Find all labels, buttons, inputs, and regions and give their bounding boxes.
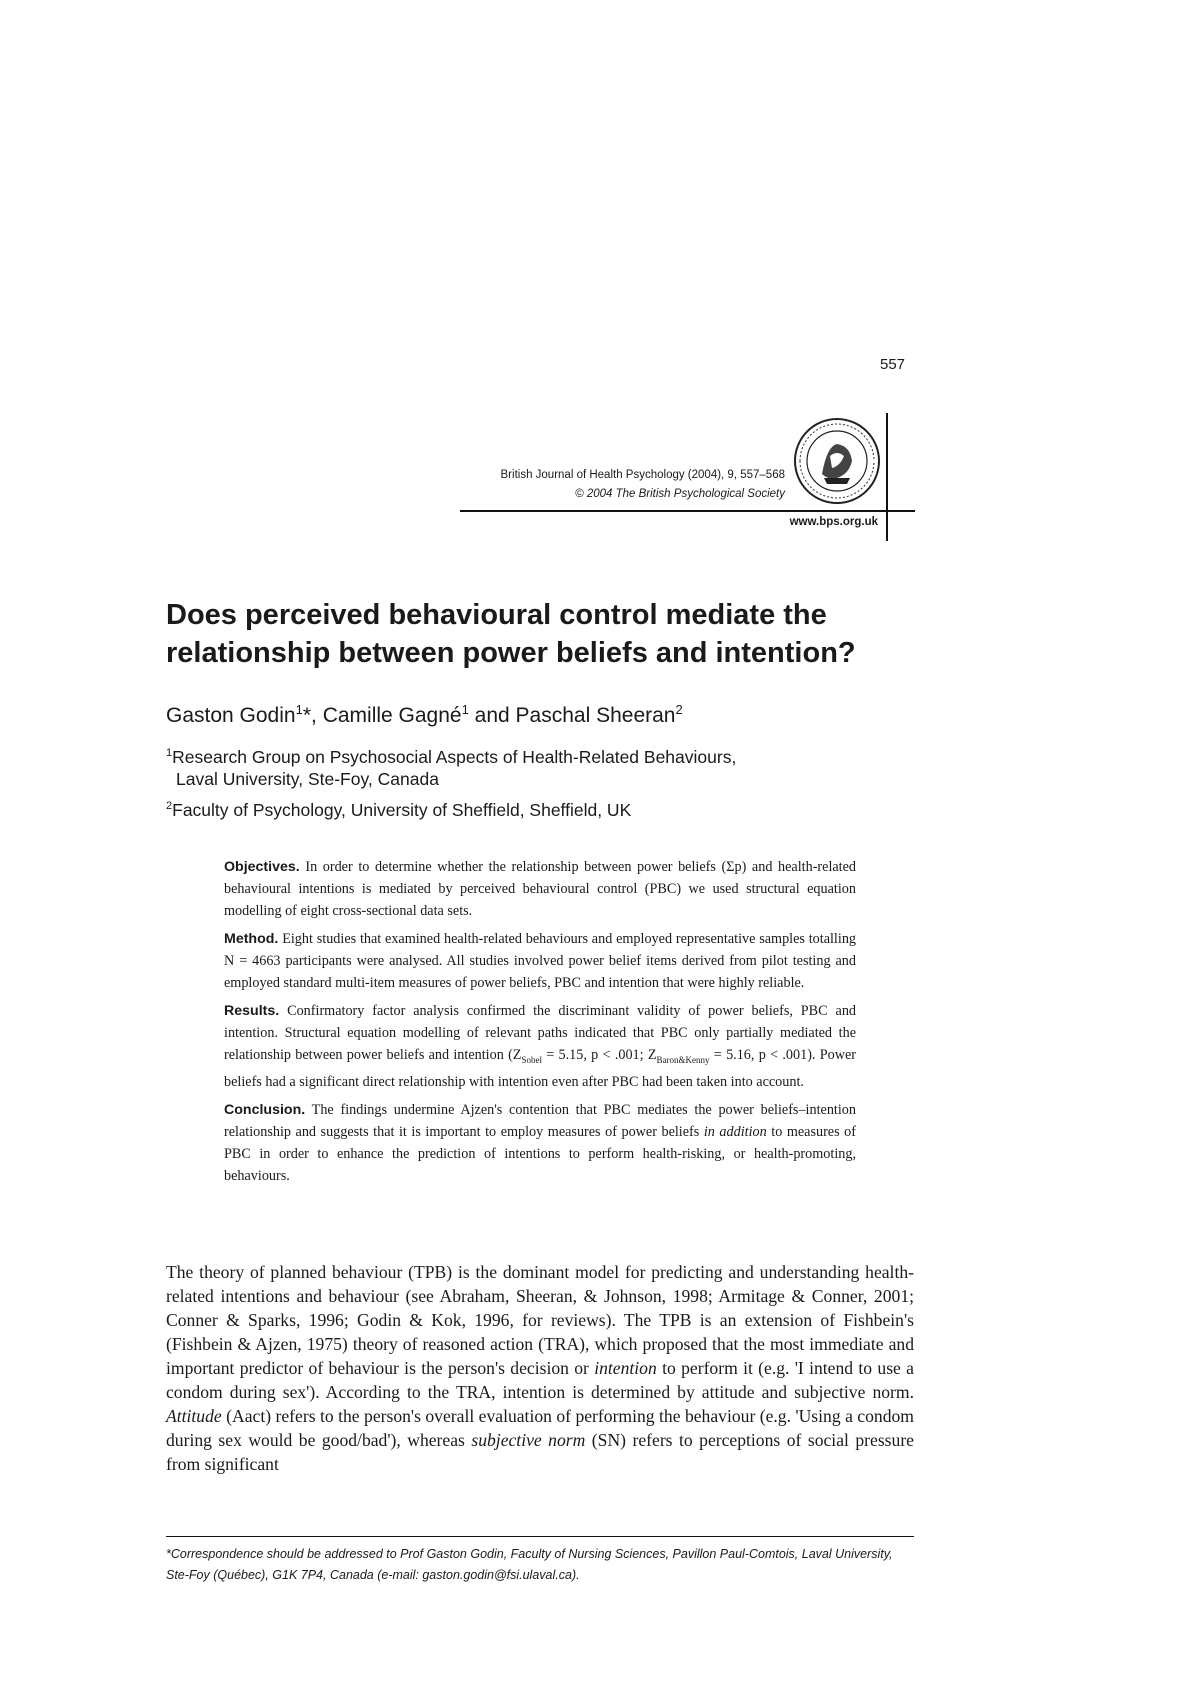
author-affiliation-mark: 2 <box>675 702 683 717</box>
author-affiliation-mark: 1 <box>295 702 303 717</box>
author-list: Gaston Godin$^1$*, Camille Gagné$^1$ and Paschal Sheeran$^2$ <box>166 702 683 727</box>
section-heading: Conclusion. <box>224 1101 306 1118</box>
journal-vertical-rule <box>886 413 888 541</box>
correspondence-footnote: *Correspondence should be addressed to Prof Gaston Godin, Faculty of Nursing Sciences, Pavillon Paul-Comtois, Laval University, Ste-Foy (Québec), G1K 7P4, Canada (e-mail: gaston.godin@fsi.ulaval.ca). <box>166 1547 893 1582</box>
section-heading: Results. <box>224 1003 280 1019</box>
abstract <box>224 856 856 1193</box>
author-affiliation-mark: 1 <box>461 702 469 717</box>
affiliation-2: $^2$Faculty of Psychology, University of Sheffield, Sheffield, UK <box>166 799 632 820</box>
author-name: Paschal Sheeran <box>515 704 676 727</box>
corresponding-author-mark: * <box>302 704 312 727</box>
abstract-method: Method. Eight studies that examined health-related behaviours and employed representative samples totalling N = 4663 participants were analysed. All studies involved power belief items derived from pilot testing and employed standard multi-item measures of power beliefs, PBC and intention that were highly reliable. <box>224 931 857 991</box>
journal-url[interactable]: www.bps.org.uk <box>789 516 878 528</box>
journal-header <box>460 466 785 504</box>
bps-seal-icon <box>792 416 882 506</box>
abstract-objectives: Objectives. In order to determine whether the relationship between power beliefs (Σp) and health-related behavioural intentions is mediated by perceived behavioural control (PBC) we used structural equation modelling of eight cross-sectional data sets. <box>224 859 857 919</box>
author-name: Camille Gagné <box>322 704 462 727</box>
journal-copyright: © 2004 The British Psychological Society <box>575 488 785 500</box>
affiliation-1-line-2: Laval University, Ste-Foy, Canada <box>176 769 439 789</box>
abstract-results: Results. Confirmatory factor analysis confirmed the discriminant validity of power beliefs, PBC and intention. Structural equation modelling of relevant paths indicated that PBC only partially mediated the relationship between power beliefs and intention ($Z_{Sobel} = 5.15$, p < .001; $Z_{Baron\&Kenny} = 5.16$, p < .001). Power beliefs had a significant direct relationship with intention even after PBC had been taken into account. <box>224 1003 857 1090</box>
article-title: Does perceived behavioural control mediate the relationship between power beliefs and intention? <box>166 599 856 669</box>
footnote-rule <box>166 1536 914 1537</box>
page-number: 557 <box>880 356 906 373</box>
author-name: Gaston Godin <box>166 704 296 727</box>
affiliation-1: $^1$Research Group on Psychosocial Aspects of Health-Related Behaviours, <box>166 746 737 767</box>
section-heading: Objectives. <box>224 859 300 875</box>
journal-citation: British Journal of Health Psychology (2004), 9, 557–568 <box>500 469 785 481</box>
journal-header-rule <box>460 510 915 512</box>
section-heading: Method. <box>224 931 279 947</box>
abstract-conclusion: Conclusion. The findings undermine Ajzen's contention that PBC mediates the power beliefs–intention relationship and suggests that it is important to employ measures of power beliefs in addition to measures of PBC in order to enhance the prediction of intentions to perform health-risking, or health-promoting, behaviours. <box>224 1101 856 1184</box>
body-paragraph: The theory of planned behaviour (TPB) is the dominant model for predicting and understanding health-related intentions and behaviour (see Abraham, Sheeran, & Johnson, 1998; Armitage & Conner, 2001; Conner & Sparks, 1996; Godin & Kok, 1996, for reviews). The TPB is an extension of Fishbein's (Fishbein & Ajzen, 1975) theory of reasoned action (TRA), which proposed that the most immediate and important predictor of behaviour is the person's decision or intention to perform it (e.g. 'I intend to use a condom during sex'). According to the TRA, intention is determined by attitude and subjective norm. Attitude (Aact) refers to the person's overall evaluation of performing the behaviour (e.g. 'Using a condom during sex would be good/bad'), whereas subjective norm (SN) refers to perceptions of social pressure from significant <box>166 1262 914 1474</box>
